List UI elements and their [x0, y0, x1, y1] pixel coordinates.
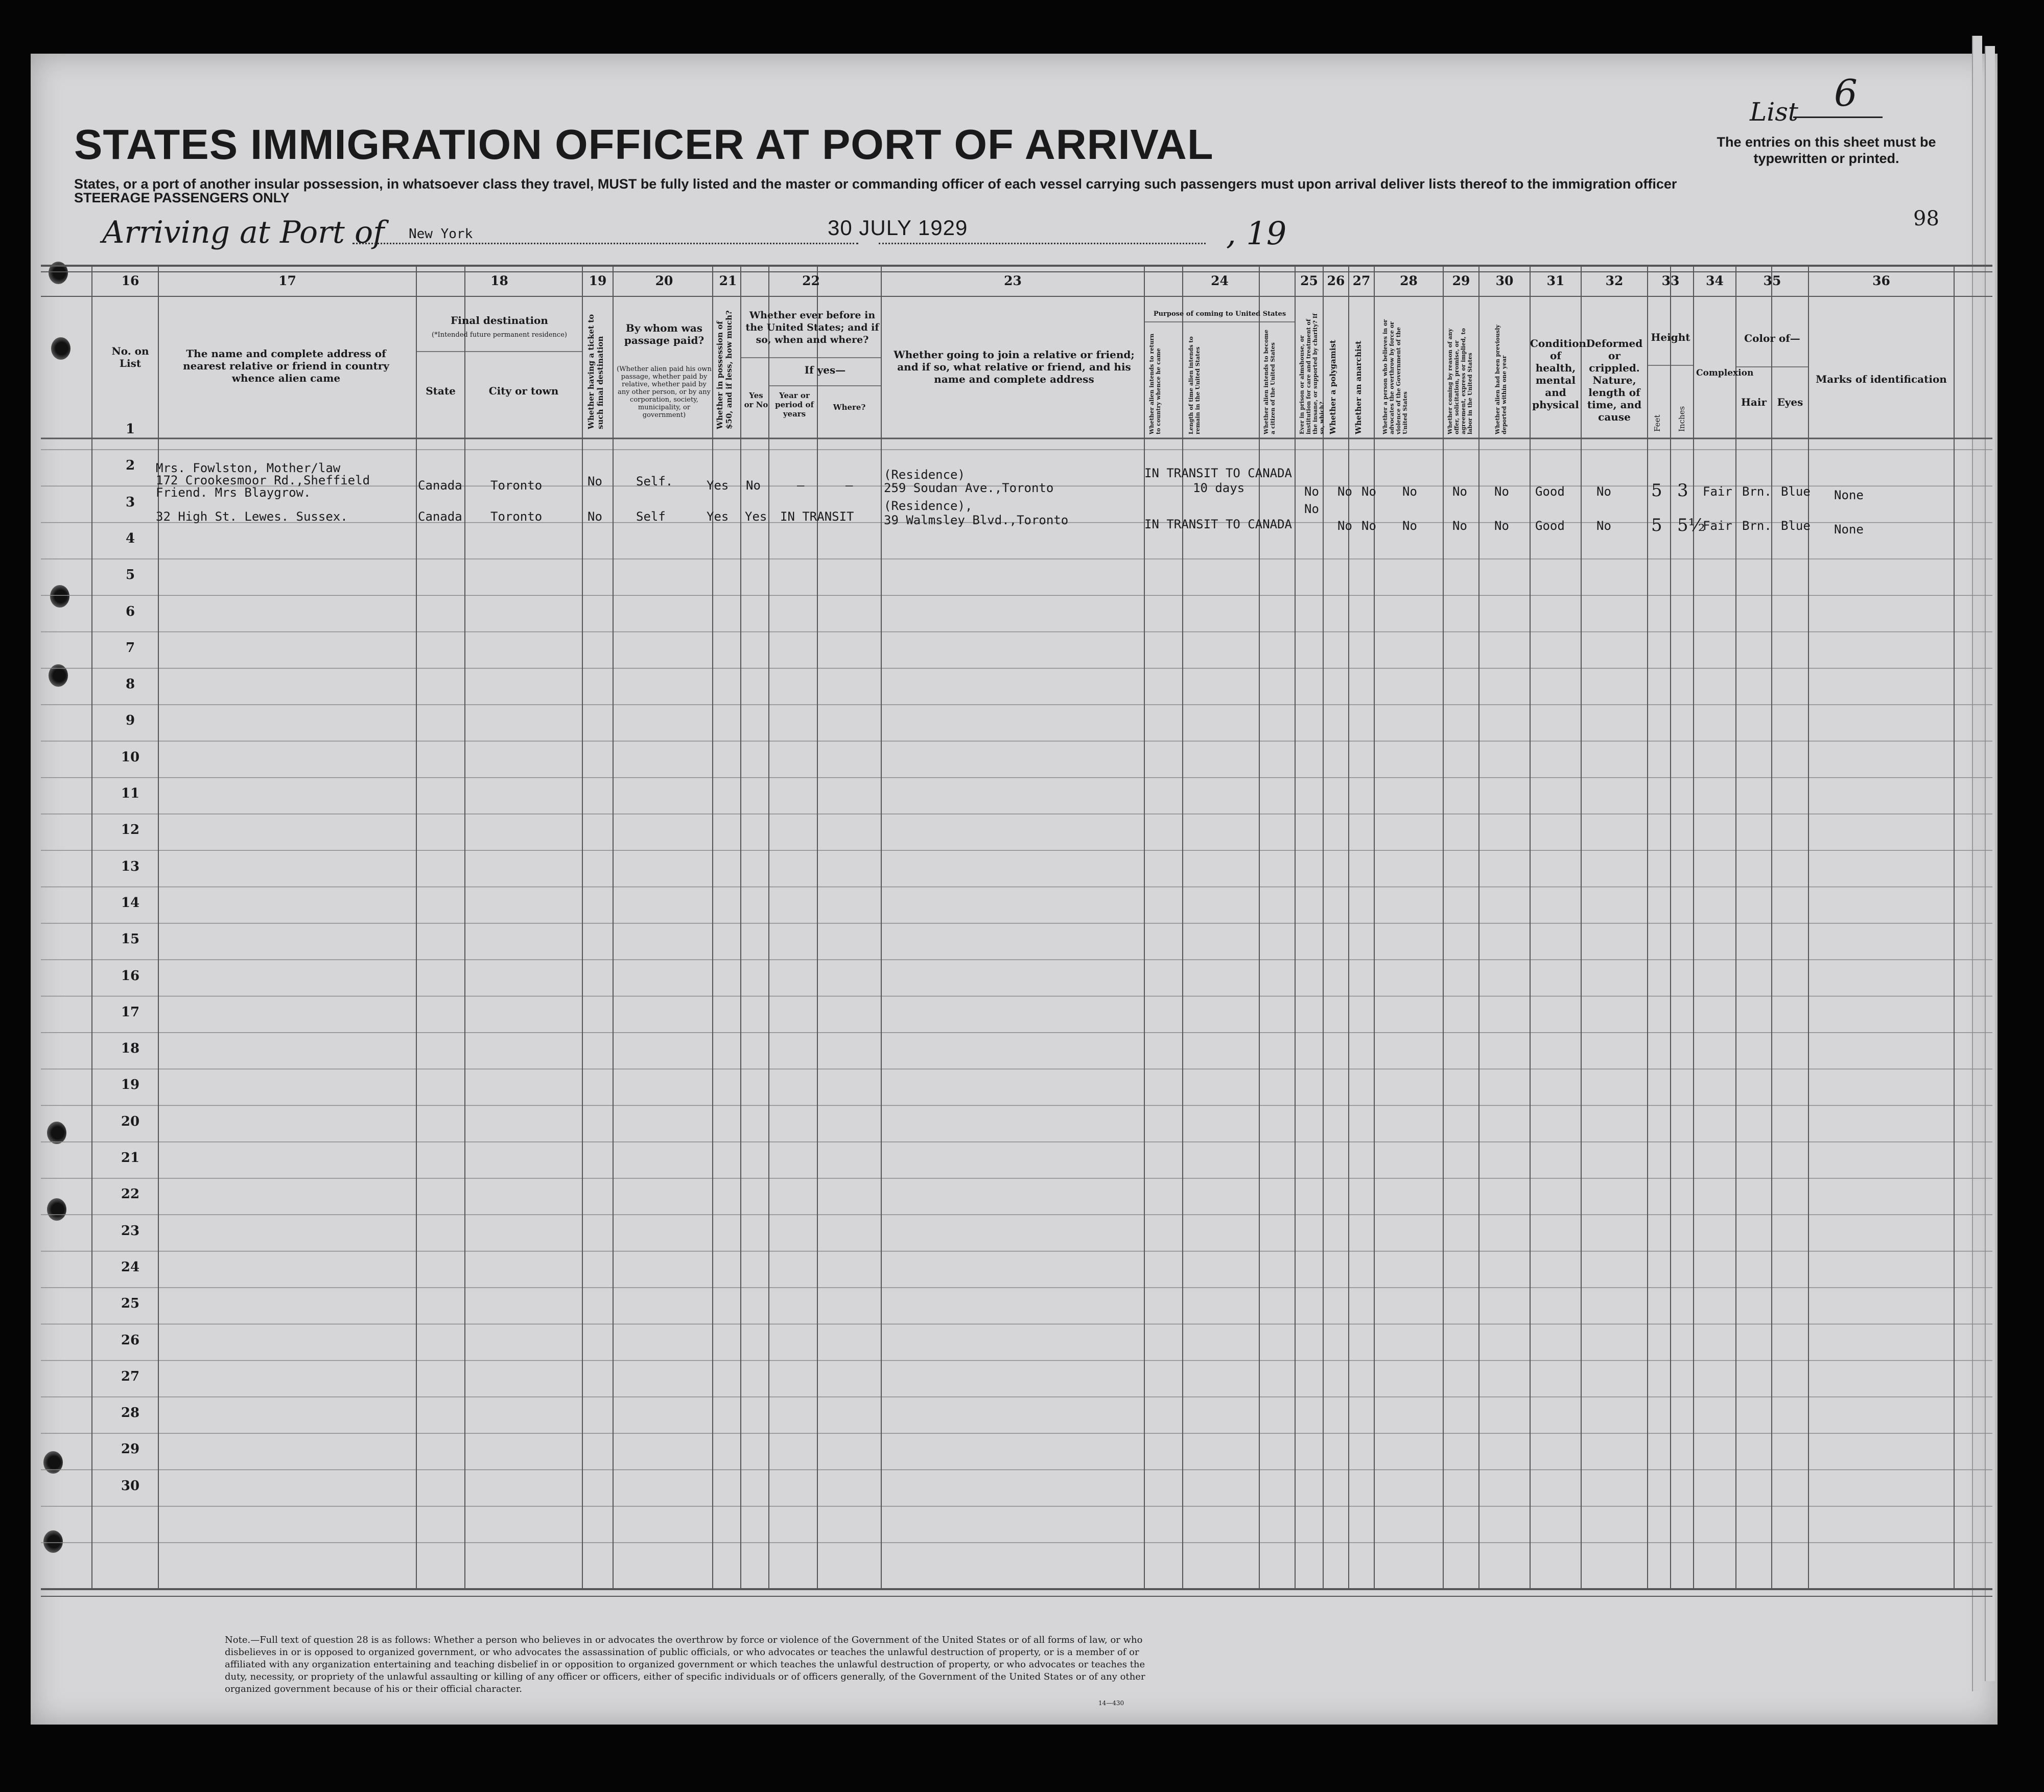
col-num-24: 24 [1211, 273, 1229, 288]
row-number: 5 [125, 567, 135, 583]
row-number: 27 [121, 1368, 140, 1384]
row-number: 10 [121, 749, 140, 765]
port-value: New York [409, 226, 473, 242]
steerage-label: STEERAGE PASSENGERS ONLY [74, 190, 290, 205]
row-number: 18 [121, 1041, 140, 1057]
hdr-anarchist: Whether an anarchist [1354, 340, 1363, 434]
col-num-23: 23 [1004, 273, 1022, 288]
row1-feet: 5 [1651, 480, 1662, 501]
form-title: STATES IMMIGRATION OFFICER AT PORT OF ARRIVAL [74, 121, 1214, 168]
row2-state: Canada [418, 509, 462, 524]
hdr-passage-paid: By whom was passage paid? [624, 322, 704, 346]
row1-q27: No [1361, 484, 1376, 499]
row1-paid-by: Self. [636, 474, 673, 488]
hdr-marks: Marks of identification [1816, 373, 1947, 385]
hdr-purpose-length: Length of time alien intends to remain in the United States [1188, 336, 1201, 434]
row-number: 14 [121, 895, 140, 911]
row2-feet: 5 [1651, 515, 1662, 536]
hdr-purpose-return: Whether alien intends to return to country whence he came [1148, 333, 1162, 434]
row1-state: Canada [418, 478, 462, 493]
row2-money: Yes [707, 509, 729, 524]
hdr-if-yes: If yes— [804, 364, 846, 376]
hdr-period: Year or period of years [775, 391, 814, 418]
hdr-city: City or town [488, 385, 559, 397]
typewritten-note: The entries on this sheet must be typewritten or printed. [1717, 134, 1936, 166]
hdr-eyes: Eyes [1777, 396, 1803, 408]
row-number: 22 [121, 1186, 140, 1202]
list-label: List [1750, 97, 1798, 127]
hdr-relative: The name and complete address of nearest relative or friend in country whence alien came [183, 347, 389, 384]
col-num-20: 20 [655, 273, 673, 288]
row2-relative-line1: Friend. Mrs Blaygrow. [156, 485, 311, 500]
row-number: 20 [121, 1113, 140, 1129]
row-number: 2 [125, 458, 135, 474]
col-num-33: 33 [1661, 273, 1680, 288]
col-num-16: 16 [121, 273, 139, 288]
row1-before-where: – [845, 478, 853, 493]
col-num-22: 22 [802, 273, 820, 288]
col-num-25: 25 [1300, 273, 1318, 288]
row-number: 28 [121, 1405, 140, 1421]
row1-deformed: No [1596, 484, 1611, 499]
row1-eyes: Blue [1781, 484, 1811, 499]
col-num-35: 35 [1763, 273, 1781, 288]
row-number: 12 [121, 822, 140, 838]
row-number: 26 [121, 1332, 140, 1348]
row-number: 29 [121, 1441, 140, 1457]
hdr-deported: Whether alien had been previously deported within one year [1494, 324, 1508, 434]
hdr-hair: Hair [1741, 396, 1767, 408]
arriving-label: Arriving at Port of [102, 215, 385, 250]
row1-ticket: No [588, 474, 602, 488]
col-num-28: 28 [1400, 273, 1418, 288]
form-instructions: States, or a port of another insular possession, in whatsoever class they travel, MUST be fully listed and the master or commanding officer of each vessel carrying such passengers must upon arrival deliver lists thereof to the immigration officer [74, 176, 1677, 192]
row2-q25: No [1304, 502, 1319, 516]
list-number: 6 [1834, 72, 1858, 114]
row2-eyes: Blue [1781, 519, 1811, 533]
row1-relative-line1: Mrs. Fowlston, Mother/law [156, 461, 341, 475]
row1-hair: Brn. [1742, 484, 1772, 499]
col-num-27: 27 [1352, 273, 1371, 288]
row-number: 23 [121, 1223, 140, 1239]
col-num-30: 30 [1495, 273, 1514, 288]
row-number: 7 [125, 640, 135, 656]
row-number: 24 [121, 1259, 140, 1275]
hdr-polygamist: Whether a polygamist [1328, 340, 1337, 434]
row1-health: Good [1535, 484, 1565, 499]
row2-q30: No [1494, 519, 1509, 533]
row1-length: 10 days [1193, 481, 1245, 495]
row-number: 15 [121, 932, 140, 947]
row1-joining-line1: (Residence) [884, 468, 965, 482]
form-number: 14—430 [1098, 1700, 1124, 1707]
row1-money: Yes [707, 478, 729, 493]
col-num-26: 26 [1327, 273, 1345, 288]
row2-ticket: No [588, 509, 602, 524]
hdr-before-in-us: Whether ever before in the United States; and if so, when and where? [745, 310, 879, 345]
col-num-29: 29 [1452, 273, 1470, 288]
col-num-21: 21 [719, 273, 737, 288]
row1-q26: No [1337, 484, 1352, 499]
col-num-18: 18 [490, 273, 508, 288]
col-num-34: 34 [1706, 273, 1724, 288]
hdr-height: Height [1651, 331, 1690, 343]
hdr-fifty-dollars: Whether in possession of $50, and if less, how much? [715, 310, 734, 429]
row-number: 6 [125, 603, 135, 619]
row1-joining-line2: 259 Soudan Ave.,Toronto [884, 481, 1054, 495]
row2-q28: No [1402, 519, 1417, 533]
hdr-inches: Inches [1677, 406, 1686, 432]
hdr-passage-paid-note: (Whether alien paid his own passage, whether paid by relative, whether paid by any other person, or by any corporation, society, municipality, or government) [617, 365, 712, 419]
row1-q25: No [1304, 484, 1319, 499]
col-num-31: 31 [1546, 273, 1565, 288]
row2-before-period: IN TRANSIT [780, 509, 854, 524]
row1-q28: No [1402, 484, 1417, 499]
row2-health: Good [1535, 519, 1565, 533]
row1-relative-line2: 172 Crookesmoor Rd.,Sheffield [156, 473, 370, 487]
row1-complexion: Fair [1703, 484, 1732, 499]
row-number: 16 [121, 968, 140, 984]
row2-relative-line2: 32 High St. Lewes. Sussex. [156, 509, 348, 524]
row1-city: Toronto [490, 478, 543, 493]
row2-q26: No [1337, 519, 1352, 533]
row1-q30: No [1494, 484, 1509, 499]
hdr-overthrow: Whether a person who believes in or advocates the overthrow by force or violence of the Government of the United States [1382, 319, 1408, 434]
hdr-final-destination: Final destination [451, 314, 548, 327]
hdr-no-on-list: No. on List [111, 345, 149, 369]
row1-q29: No [1452, 484, 1467, 499]
row-number: 25 [121, 1296, 140, 1312]
hdr-health: Condition of health, mental and physical [1530, 337, 1587, 411]
hdr-final-destination-note: (*Intended future permanent residence) [432, 331, 567, 339]
row2-q27: No [1361, 519, 1376, 533]
row-number: 4 [125, 530, 135, 546]
row-number: 17 [121, 1004, 140, 1020]
col-num-19: 19 [589, 273, 607, 288]
row1-purpose: IN TRANSIT TO CANADA [1144, 466, 1292, 480]
date-stamp: 30 JULY 1929 [828, 216, 968, 240]
row-number: 8 [125, 677, 135, 692]
hdr-color-of: Color of— [1744, 332, 1800, 344]
row2-before-yn: Yes [745, 509, 767, 524]
hdr-purpose-citizen: Whether alien intends to become a citizen of the United States [1263, 330, 1276, 434]
row2-deformed: No [1596, 519, 1611, 533]
col-num-32: 32 [1605, 273, 1624, 288]
row2-joining-line1: (Residence), [884, 499, 973, 513]
row2-inches: 5½ [1677, 515, 1705, 536]
hdr-feet: Feet [1653, 414, 1662, 432]
row-number: 3 [125, 494, 135, 510]
row2-city: Toronto [490, 509, 543, 524]
page-number: 98 [1913, 207, 1939, 230]
hdr-where: Where? [833, 403, 866, 412]
row1-before-yn: No [746, 478, 761, 493]
row-number: 1 [125, 422, 135, 437]
hdr-joining: Whether going to join a relative or friend; and if so, what relative or friend, and his name and complete address [894, 348, 1135, 385]
col-num-17: 17 [278, 273, 296, 288]
row1-before-period: – [797, 478, 805, 493]
row2-paid-by: Self [636, 509, 666, 524]
hdr-state: State [426, 385, 456, 397]
row-number: 19 [121, 1077, 140, 1093]
row1-marks: None [1834, 488, 1864, 502]
hdr-before-yesno: Yes or No [744, 391, 768, 409]
row1-inches: 3 [1677, 480, 1688, 501]
hdr-deformed: Deformed or crippled. Nature, length of time, and cause [1586, 337, 1643, 423]
row-number: 30 [121, 1478, 140, 1494]
row2-q29: No [1452, 519, 1467, 533]
hdr-purpose: Purpose of coming to United States [1153, 310, 1286, 318]
hdr-prison: Ever in prison or almshouse, or institution for care and treatment of the insane, or supported by charity? If so, which? [1299, 313, 1325, 434]
hdr-ticket: Whether having a ticket to such final destination [586, 314, 605, 429]
row2-hair: Brn. [1742, 519, 1772, 533]
row-number: 21 [121, 1150, 140, 1166]
year-prefix: , 19 [1226, 215, 1287, 252]
row2-marks: None [1834, 522, 1864, 537]
footnote-question-28: Note.—Full text of question 28 is as follows: Whether a person who believes in or advocates the overthrow by force or violence of the Government of the United States or of all forms of law, or who disbelieves in or is opposed to organized government, or who advocates the assassination of public officials, or who advocates or teaches the unlawful destruction of property, or is a member of or affiliated with any organization entertaining and teaching disbelief in or opposition to organized government or which teaches the unlawful destruction of property, or who advocates or teaches the duty, necessity, or propriety of the unlawful assaulting or killing of any officer or officers, either of specific individuals or of officers generally, of the Government of the United States or of any other organized government because of his or their official character. [225, 1635, 1145, 1694]
row-number: 9 [125, 713, 135, 729]
col-num-36: 36 [1872, 273, 1890, 288]
row2-purpose: IN TRANSIT TO CANADA [1144, 517, 1292, 531]
hdr-complexion: Complexion [1696, 368, 1754, 378]
row-number: 11 [121, 786, 140, 801]
row-number: 13 [121, 858, 140, 874]
hdr-labor-offer: Whether coming by reason of any offer, solicitation, promise, or agreement, express or implied, to labor in the United States [1447, 328, 1473, 434]
row2-complexion: Fair [1703, 519, 1732, 533]
row2-joining-line2: 39 Walmsley Blvd.,Toronto [884, 513, 1069, 527]
